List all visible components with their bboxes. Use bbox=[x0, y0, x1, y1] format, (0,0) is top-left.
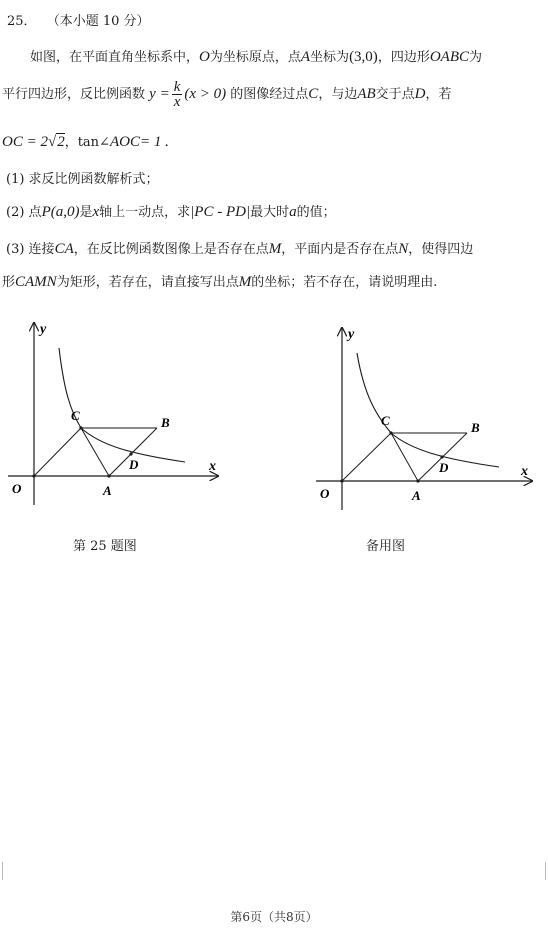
point-M: M bbox=[238, 274, 252, 290]
label-D: D bbox=[439, 460, 449, 475]
part-text: 形 bbox=[2, 275, 16, 290]
point-D: D bbox=[414, 86, 426, 102]
segment-OC bbox=[34, 428, 81, 476]
point-C: C bbox=[308, 86, 319, 102]
part-text: ，在反比例函数图像上是否存在点 bbox=[73, 242, 269, 257]
page-corner-mark bbox=[545, 862, 546, 880]
label-O: O bbox=[320, 486, 330, 501]
figure-main bbox=[0, 315, 240, 515]
side-AB: AB bbox=[357, 86, 376, 102]
point-N: N bbox=[398, 241, 409, 257]
part-text: 是 bbox=[79, 205, 93, 220]
point-marker-O bbox=[32, 474, 35, 477]
segment-CA: CA bbox=[54, 241, 74, 257]
figure-spare bbox=[308, 320, 548, 520]
formula-tan-value: = 1 . bbox=[139, 134, 169, 150]
point-O: O bbox=[199, 49, 210, 65]
page-footer: 第6页（共8页） bbox=[230, 910, 318, 924]
intro-text: 坐标为 bbox=[310, 50, 350, 65]
point-A: A bbox=[300, 49, 311, 65]
part-1: (1) 求反比例函数解析式； bbox=[6, 172, 159, 187]
fraction-k-over-x bbox=[172, 80, 183, 109]
question-score: （本小题 10 分） bbox=[46, 14, 150, 29]
intro-text: ，四边形 bbox=[377, 50, 430, 65]
label-O: O bbox=[12, 481, 22, 496]
point-marker-A bbox=[107, 474, 110, 477]
sqrt-sign: √ bbox=[47, 134, 57, 150]
intro-text: ，若 bbox=[425, 87, 452, 102]
point-marker-C bbox=[79, 426, 82, 429]
label-x: x bbox=[521, 464, 528, 479]
fraction-numerator: k bbox=[173, 79, 181, 95]
part-text: ，使得四边 bbox=[408, 242, 474, 257]
point-M: M bbox=[268, 241, 282, 257]
quad-CAMN: CAMN bbox=[15, 274, 57, 290]
point-marker-D bbox=[129, 452, 132, 455]
point-P: P bbox=[41, 204, 51, 220]
label-A: A bbox=[103, 483, 112, 498]
part-text: 最大时 bbox=[250, 205, 290, 220]
part-text: 为矩形，若存在，请直接写出点 bbox=[56, 275, 239, 290]
label-y: y bbox=[40, 322, 47, 337]
hyperbola-curve bbox=[59, 348, 185, 462]
label-B: B bbox=[161, 415, 170, 430]
label-C: C bbox=[381, 413, 390, 428]
segment-CA bbox=[391, 433, 418, 481]
fraction-denominator: x bbox=[173, 94, 181, 110]
intro-text: 平行四边形，反比例函数 bbox=[2, 87, 146, 102]
quad-OABC: OABC bbox=[429, 49, 469, 65]
part-text: 轴上一动点，求 bbox=[99, 205, 191, 220]
page-corner-mark bbox=[2, 862, 3, 880]
part-text: 的值； bbox=[296, 205, 336, 220]
formula-y: y = bbox=[149, 86, 170, 102]
intro-text: ，与边 bbox=[318, 87, 358, 102]
point-marker-A bbox=[416, 479, 419, 482]
domain-condition: (x > 0) bbox=[184, 86, 227, 102]
intro-text: 的图像经过点 bbox=[230, 87, 309, 102]
segment-CA bbox=[81, 428, 109, 476]
question-intro-line2 bbox=[2, 80, 452, 109]
part-text: 的坐标；若不存在，请说明理由. bbox=[251, 275, 438, 290]
coord-A: (3,0) bbox=[349, 49, 378, 65]
part-2 bbox=[6, 201, 336, 221]
intro-text: 为坐标原点，点 bbox=[209, 50, 301, 65]
coord-P: (a,0) bbox=[50, 204, 80, 220]
sqrt-radicand: 2 bbox=[57, 134, 65, 150]
label-A: A bbox=[412, 488, 421, 503]
intro-text: 交于点 bbox=[375, 87, 415, 102]
label-D: D bbox=[129, 457, 139, 472]
question-number: 25． bbox=[7, 14, 37, 29]
intro-text: 为 bbox=[469, 50, 483, 65]
figure-caption-spare: 备用图 bbox=[366, 539, 406, 554]
part-3-line2 bbox=[2, 271, 437, 291]
point-marker-D bbox=[440, 455, 443, 458]
question-intro-line1 bbox=[30, 46, 482, 66]
formula-oc: OC = 2 bbox=[2, 134, 48, 150]
part-text: (2) 点 bbox=[6, 205, 42, 220]
intro-text: ，tan∠ bbox=[64, 135, 110, 150]
point-marker-O bbox=[340, 479, 343, 482]
label-B: B bbox=[471, 420, 480, 435]
variable-a: a bbox=[289, 204, 297, 220]
segment-OC bbox=[342, 433, 391, 481]
label-x: x bbox=[209, 459, 216, 474]
angle-AOC: AOC bbox=[109, 134, 140, 150]
question-intro-line3 bbox=[2, 131, 169, 151]
label-y: y bbox=[348, 327, 355, 342]
axis-x: x bbox=[92, 204, 100, 220]
intro-text: 如图，在平面直角坐标系中， bbox=[30, 50, 200, 65]
part-text: ，平面内是否存在点 bbox=[281, 242, 399, 257]
formula-abs-diff: |PC - PD| bbox=[190, 204, 251, 220]
figure-caption-main: 第 25 题图 bbox=[73, 539, 137, 554]
hyperbola-curve bbox=[357, 353, 499, 467]
label-C: C bbox=[71, 408, 80, 423]
point-marker-C bbox=[389, 431, 392, 434]
part-3-line1 bbox=[6, 238, 473, 258]
part-text: (3) 连接 bbox=[6, 242, 55, 257]
question-header bbox=[7, 10, 150, 29]
